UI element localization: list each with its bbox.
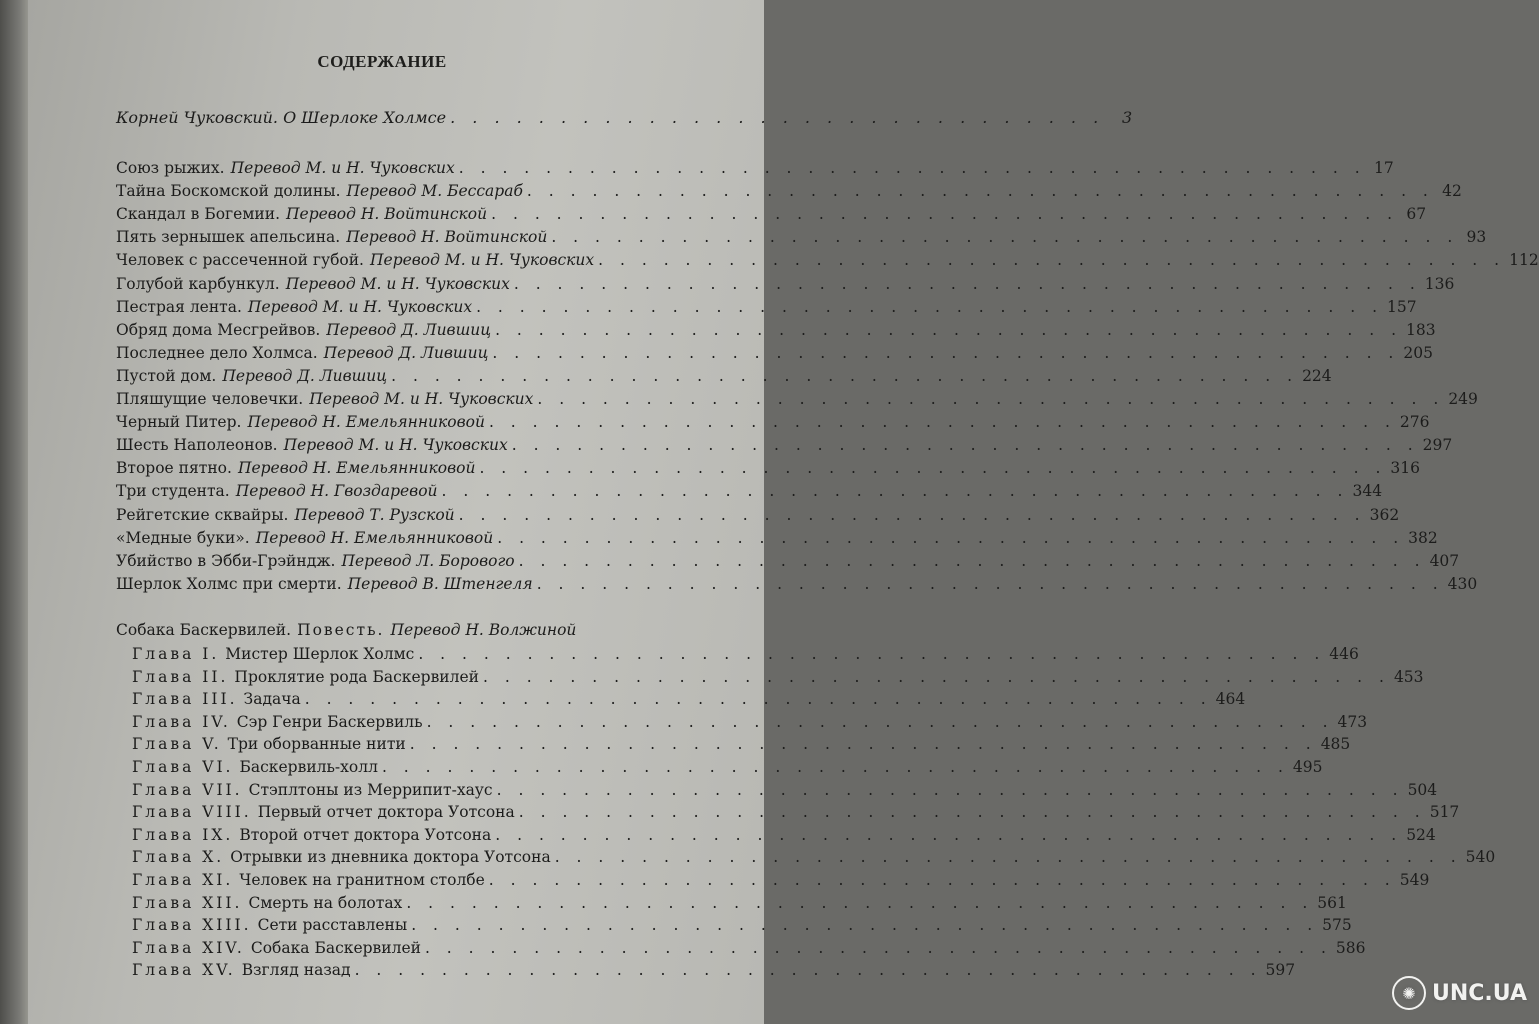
leader-dots: . . . . . . . . . . . . . . . . . . . . . . . . . . . . . . . . . . . . . . . . . .: [482, 667, 1390, 686]
leader-dots: . . . . . . . . . . . . . . . . . . . . . . . . . . . . . . . . . . . . . . . . . .: [381, 758, 1289, 776]
chapter-label: Глава XIV.: [132, 938, 245, 957]
story-title: Шерлок Холмс при смерти.: [116, 574, 342, 593]
chapter-entry: [132, 822, 1436, 844]
chapter-label: Глава III.: [132, 690, 238, 709]
toc-entry: [116, 178, 1462, 201]
page-number: 67: [1406, 205, 1427, 224]
translator-credit: Перевод Д. Лившиц: [326, 320, 492, 339]
globe-icon: ✺: [1392, 976, 1426, 1010]
toc-entry: [116, 340, 1433, 362]
chapter-label: Глава VIII.: [132, 803, 252, 822]
story-title: Убийство в Эбби-Грэйндж.: [116, 551, 336, 570]
leader-dots: . . . . . . . . . . . . . . . . . . . . . . . . . . . . . . . . . . . . . . . . . .: [441, 482, 1349, 501]
chapter-entry: [132, 957, 1296, 980]
intro-entry: [116, 105, 1133, 127]
page-number: 183: [1406, 320, 1436, 339]
translator-credit: Перевод Д. Лившиц: [222, 366, 388, 385]
page-number: 157: [1387, 297, 1417, 316]
chapter-title: Собака Баскервилей: [250, 938, 421, 957]
page-number: 597: [1265, 961, 1296, 980]
chapter-entry: [132, 867, 1430, 889]
chapter-label: Глава I.: [132, 645, 220, 663]
toc-entry: [116, 247, 1539, 270]
story-title: Голубой карбункул.: [116, 274, 280, 293]
page-number: 430: [1447, 574, 1478, 593]
leader-dots: . . . . . . . . . . . . . . . . . . . . . . . . . . . . . . . . . . . . . . . . . .: [476, 297, 1384, 316]
toc-entry: [116, 224, 1487, 247]
chapter-entry: [132, 686, 1246, 709]
toc-entry: [116, 525, 1438, 547]
page-number: 561: [1317, 893, 1347, 912]
page-number: 407: [1429, 551, 1460, 570]
chapter-label: Глава XIII.: [132, 916, 252, 935]
leader-dots: . . . . . . . . . . . . . . . . . . . . . . . . . . . . . . . . . . . . . . . . . .: [536, 574, 1444, 593]
translator-credit: Перевод М. Бессараб: [346, 182, 523, 201]
toc-entry: [116, 271, 1455, 293]
page-number: 205: [1403, 343, 1433, 362]
chapter-title: Второй отчет доктора Уотсона: [239, 825, 492, 844]
chapter-entry: [132, 777, 1438, 799]
chapter-title: Сети расставлены: [257, 916, 408, 935]
toc-entry: [116, 478, 1383, 501]
page-number: 540: [1465, 848, 1496, 867]
novel-subtitle: Повесть.: [297, 621, 385, 639]
page-number: 464: [1215, 690, 1246, 709]
leader-dots: . . . . . . . . . . . . . . . . . . . . . . . . . . . . . . . . . . . . . . . . . .: [406, 893, 1314, 912]
translator-credit: Перевод М. и Н. Чуковских: [247, 297, 473, 316]
translator-credit: Перевод Н. Емельянниковой: [255, 528, 494, 547]
story-title: Тайна Боскомской долины.: [116, 182, 341, 201]
leader-dots: . . . . . . . . . . . . . . . . . . . . . . . . . . . . . . . . . . . . . . . . . .: [495, 825, 1403, 844]
toc-entry: [116, 363, 1332, 385]
story-title: Пестрая лента.: [116, 297, 242, 316]
page-number: 276: [1399, 413, 1430, 432]
story-title: Рейгетские сквайры.: [116, 505, 289, 524]
leader-dots: . . . . . . . . . . . . . . . . . . . . . . . . . . . . . . . . . . . . . . . . . .: [426, 712, 1334, 731]
chapter-label: Глава XI.: [132, 871, 234, 889]
chapter-label: Глава VII.: [132, 780, 243, 799]
chapter-label: Глава X.: [132, 848, 225, 867]
watermark: [1392, 976, 1527, 1010]
chapter-entry: [132, 709, 1368, 731]
toc-entry: [116, 155, 1394, 177]
chapter-title: Взгляд назад: [241, 961, 351, 980]
chapter-entry: [132, 754, 1323, 776]
leader-dots: . . . . . . . . . . . . . . . . . . . . . . . . . . . . . . . . . . . . . . . . . .: [418, 645, 1326, 663]
translator-credit: Перевод М. и Н. Чуковских: [285, 274, 510, 293]
chapter-label: Глава IX.: [132, 825, 234, 844]
leader-dots: . . . . . . . . . . . . . . . . . . . . . . . . . . . . . . . . . . . . . . . . . .: [495, 320, 1403, 339]
leader-dots: . . . . . . . . . . . . . . . . . . . . . . . . . . . . . . . . . . . . . . . . . .: [488, 871, 1396, 889]
translator-credit: Перевод Н. Войтинской: [286, 205, 488, 224]
story-title: Три студента.: [116, 482, 230, 501]
leader-dots: . . . . . . . . . . . . . . . . . . . . . . . . . . . . . . . . . . . . . . . . . .: [491, 205, 1399, 224]
page-number: 575: [1322, 916, 1352, 935]
leader-dots: . . . . . . . . . . . . . . . . . . . . . . . . . . . . . . . . . . . . . . . . . .: [479, 459, 1387, 478]
leader-dots: . . . . . . . . . . . . . . . . . . . . . . . . . . . . . . . . . . . . . . . . . .: [497, 528, 1405, 547]
page-number: 344: [1352, 482, 1383, 501]
story-title: Последнее дело Холмса.: [116, 343, 318, 362]
novel-entry: [116, 617, 728, 639]
toc-entry: [116, 455, 1420, 478]
leader-dots: . . . . . . . . . . . . . . . . . . . . . . . . . . . . . . . . . . . . . . . . . .: [458, 505, 1366, 524]
toc-entry: [116, 201, 1427, 224]
page-title: СОДЕРЖАНИЕ: [317, 52, 447, 71]
chapter-title: Три оборванные нити: [227, 735, 406, 754]
page-number: 3: [1122, 108, 1133, 127]
story-title: Второе пятно.: [116, 459, 232, 478]
page-number: 446: [1329, 645, 1359, 663]
chapter-entry: [132, 890, 1347, 912]
leader-dots: . . . . . . . . . . . . . . . . . . . . . . . . . . . . . . . . . . . . . . . . . .: [391, 366, 1299, 385]
story-title: Скандал в Богемии.: [116, 205, 280, 224]
chapter-entry: [132, 935, 1366, 957]
leader-dots: . . . . . . . . . . . . . . . . . . . . . . . . . . . . . . . . . . . . . . . . . .: [409, 735, 1317, 754]
page-number: 297: [1422, 436, 1453, 455]
chapter-title: Проклятие рода Баскервилей: [234, 667, 479, 686]
page-number: 249: [1448, 390, 1478, 408]
chapter-title: Человек на гранитном столбе: [239, 871, 485, 889]
chapter-title: Смерть на болотах: [248, 893, 403, 912]
story-title: Шесть Наполеонов.: [116, 436, 278, 455]
page-number: 112: [1509, 251, 1539, 270]
chapter-label: Глава V.: [132, 735, 222, 754]
toc-entry: [116, 571, 1478, 593]
page-number: 224: [1302, 366, 1332, 385]
translator-credit: Перевод Л. Борового: [341, 551, 515, 570]
toc-entry: [116, 409, 1430, 432]
story-title: Пять зернышек апельсина.: [116, 228, 341, 247]
watermark-text: UNC.UA: [1432, 980, 1527, 1006]
book-spine-shadow: [0, 0, 28, 1024]
leader-dots: . . . . . . . . . . . . . . . . . . . . . . . . . . . . . . . . . . . . . . . . . .: [598, 251, 1506, 270]
translator-credit: Перевод М. и Н. Чуковских: [370, 251, 595, 270]
novel-title: Собака Баскервилей.: [116, 621, 292, 639]
page-number: 473: [1337, 712, 1368, 731]
toc-entry: [116, 432, 1453, 455]
leader-dots: . . . . . . . . . . . . . . . . . . . . . . . . . . . . . . . . . . . . . . . . . .: [511, 436, 1419, 455]
leader-dots: . . . . . . . . . . . . . . . . . . . . . . . . . . . . . . . . . . . . . . . . . .: [304, 690, 1212, 709]
chapter-title: Мистер Шерлок Холмс: [225, 645, 415, 663]
story-title: Человек с рассеченной губой.: [116, 251, 364, 270]
chapter-entry: [132, 664, 1424, 686]
page-number: 504: [1407, 780, 1438, 799]
chapter-entry: [132, 799, 1460, 822]
story-title: Пустой дом.: [116, 366, 217, 385]
story-title: Союз рыжих.: [116, 159, 225, 177]
chapter-entry: [132, 641, 1359, 663]
leader-dots: . . . . . . . . . . . . . . . . . . . . . . . . . . . . . . . . . . . . . . . . . .: [458, 159, 1366, 177]
page-number: 517: [1429, 803, 1460, 822]
translator-credit: Перевод Н. Войтинской: [346, 228, 548, 247]
leader-dots: . . . . . . . . . . . . . . . . . . . . . . . . . . . . . . . . . . . . . . . . . .: [551, 228, 1459, 247]
chapter-label: Глава XV.: [132, 961, 236, 980]
leader-dots: . . . . . . . . . . . . . . . . . . . . . . . . . . . . . . . . . . . . . . . . . .: [496, 780, 1404, 799]
chapter-title: Задача: [243, 690, 301, 709]
leader-dots: . . . . . . . . . . . . . . . . . . . . . . . . . . . . . . . . . . . . . . . . . .: [488, 413, 1396, 432]
chapter-title: Баскервиль-холл: [239, 758, 378, 776]
chapter-entry: [132, 844, 1496, 867]
leader-dots: . . . . . . . . . . . . . . . . . . . . . . . . . . . . . . . . . . . . . . . . . .: [513, 274, 1421, 293]
chapter-label: Глава XII.: [132, 893, 243, 912]
page-number: 524: [1406, 825, 1436, 844]
chapter-title: Отрывки из дневника доктора Уотсона: [230, 848, 551, 867]
leader-dots: . . . . . . . . . . . . . . . . . . . . . . . . . . . . . . . . . . . . . . . . . .: [492, 343, 1400, 362]
translator-credit: Перевод М. и Н. Чуковских: [283, 436, 508, 455]
translator-credit: Перевод М. и Н. Чуковских: [230, 159, 455, 177]
page-number: 485: [1320, 735, 1351, 754]
page-number: 316: [1390, 459, 1420, 478]
translator-credit: Перевод Н. Емельянниковой: [247, 413, 485, 432]
leader-dots: . . . . . . . . . . . . . . . . . . . . . . . . . . . . . . . . . . . . . . . . . .: [537, 390, 1445, 408]
leader-dots: . . . . . . . . . . . . . . . . . . . . . . . . . . . . . . . . . . . . . . . . . .: [424, 938, 1332, 957]
toc-entry: [116, 548, 1460, 570]
translator-credit: Перевод В. Штенгеля: [347, 574, 533, 593]
toc-entry: [116, 502, 1400, 524]
page-number: 136: [1424, 274, 1455, 293]
page-number: 382: [1408, 528, 1438, 547]
page-number: 586: [1335, 938, 1366, 957]
translator-credit: Перевод Д. Лившиц: [323, 343, 489, 362]
chapter-entry: [132, 912, 1352, 935]
translator-credit: Перевод М. и Н. Чуковских: [309, 390, 534, 408]
page-number: 17: [1373, 159, 1394, 177]
page-number: 362: [1369, 505, 1400, 524]
page-number: 453: [1393, 667, 1424, 686]
leader-dots: . . . . . . . . . . . . . . . . . . . . . . . . . . . . . . . . . . . . . . . . . .: [354, 961, 1262, 980]
page-number: 549: [1399, 871, 1430, 889]
story-title: Черный Питер.: [116, 413, 242, 432]
chapter-title: Сэр Генри Баскервиль: [236, 712, 423, 731]
story-title: Обряд дома Месгрейвов.: [116, 320, 321, 339]
toc-entry: [116, 386, 1478, 408]
page-number: 93: [1466, 228, 1487, 247]
leader-dots: . . . . . . . . . . . . . . . . . . . . . . . . . . . . . .: [450, 108, 1105, 127]
leader-dots: . . . . . . . . . . . . . . . . . . . . . . . . . . . . . . . . . . . . . . . . . .: [518, 551, 1426, 570]
novel-translator: Перевод Н. Волжиной: [390, 621, 577, 639]
chapter-label: Глава VI.: [132, 758, 234, 776]
chapter-title: Стэплтоны из Меррипит-хаус: [248, 780, 493, 799]
page-number: 495: [1292, 758, 1323, 776]
chapter-title: Первый отчет доктора Уотсона: [257, 803, 515, 822]
translator-credit: Перевод Н. Емельянниковой: [237, 459, 476, 478]
leader-dots: . . . . . . . . . . . . . . . . . . . . . . . . . . . . . . . . . . . . . . . . . .: [518, 803, 1426, 822]
toc-entry: [116, 294, 1417, 316]
intro-text: Корней Чуковский. О Шерлоке Холмсе: [116, 108, 447, 127]
chapter-label: Глава IV.: [132, 712, 231, 731]
story-title: «Медные буки».: [116, 528, 250, 547]
leader-dots: . . . . . . . . . . . . . . . . . . . . . . . . . . . . . . . . . . . . . . . . . .: [554, 848, 1462, 867]
leader-dots: . . . . . . . . . . . . . . . . . . . . . . . . . . . . . . . . . . . . . . . . . .: [411, 916, 1319, 935]
translator-credit: Перевод Т. Рузской: [294, 505, 455, 524]
toc-entry: [116, 317, 1436, 339]
chapter-label: Глава II.: [132, 667, 229, 686]
chapter-entry: [132, 731, 1351, 754]
page-number: 42: [1442, 182, 1462, 201]
leader-dots: . . . . . . . . . . . . . . . . . . . . . . . . . . . . . . . . . . . . . . . . . .: [526, 182, 1434, 201]
story-title: Пляшущие человечки.: [116, 390, 304, 408]
translator-credit: Перевод Н. Гвоздаревой: [235, 482, 438, 501]
